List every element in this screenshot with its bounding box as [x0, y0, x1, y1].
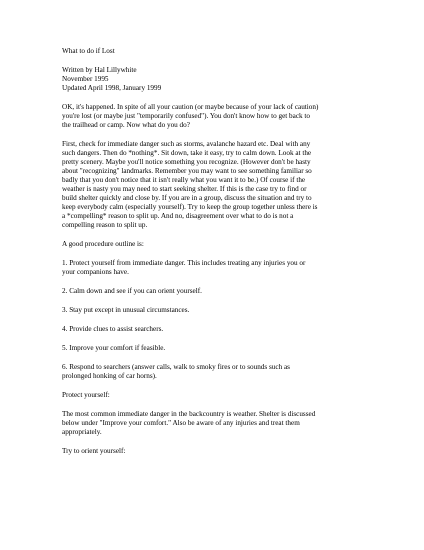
outline-item-1: 1. Protect yourself from immediate danger. This includes treating any injuries you or your companions have.: [62, 259, 306, 276]
author-byline: Written by Hal Lillywhite: [62, 66, 137, 74]
paragraph-outline-heading: A good procedure outline is:: [62, 240, 144, 248]
section-heading-protect: Protect yourself:: [62, 391, 110, 399]
paragraph-intro: OK, it's happened. In spite of all your caution (or maybe because of your lack of caution) you're lost (or maybe just "temporarily confused"). You don't know how to get back to the trailhead or camp. Now what do you do?: [62, 103, 319, 129]
paragraph-weather: The most common immediate danger in the backcountry is weather. Shelter is discussed below under "Improve your comfort." Also be aware of any injuries and treat them appropriately.: [62, 410, 316, 436]
section-heading-orient: Try to orient yourself:: [62, 447, 126, 455]
document-header: [62, 47, 402, 93]
document-date: November 1995: [62, 75, 109, 83]
outline-item-3: 3. Stay put except in unusual circumstances.: [62, 306, 190, 314]
outline-item-5: 5. Improve your comfort if feasible.: [62, 344, 166, 352]
document-title: What to do if Lost: [62, 47, 115, 55]
outline-item-2: 2. Calm down and see if you can orient yourself.: [62, 287, 202, 295]
outline-item-4: 4. Provide clues to assist searchers.: [62, 325, 164, 333]
document-page: [62, 47, 402, 466]
outline-item-6: 6. Respond to searchers (answer calls, walk to smoky fires or to sounds such as prolonged honking of car horns).: [62, 363, 290, 380]
document-updated: Updated April 1998, January 1999: [62, 84, 162, 92]
paragraph-first-steps: First, check for immediate danger such as storms, avalanche hazard etc. Deal with any such dangers. Then do *nothing*. Sit down, take it easy, try to calm down. Look at the pretty scenery. Maybe you'll notice something you recognize. (However don't be hasty about "recognizing" landmarks. Remember you may want to see something familiar so badly that you don't notice that it isn't really what you want it to be.) Of course if the weather is nasty you may need to start seeking shelter. If this is the case try to find or build shelter quickly and close by. If you are in a group, discuss the situation and try to keep everybody calm (especially yourself). Try to keep the group together unless there is a *compelling* reason to split up. And no, disagreement over what to do is not a compelling reason to split up.: [62, 140, 318, 229]
